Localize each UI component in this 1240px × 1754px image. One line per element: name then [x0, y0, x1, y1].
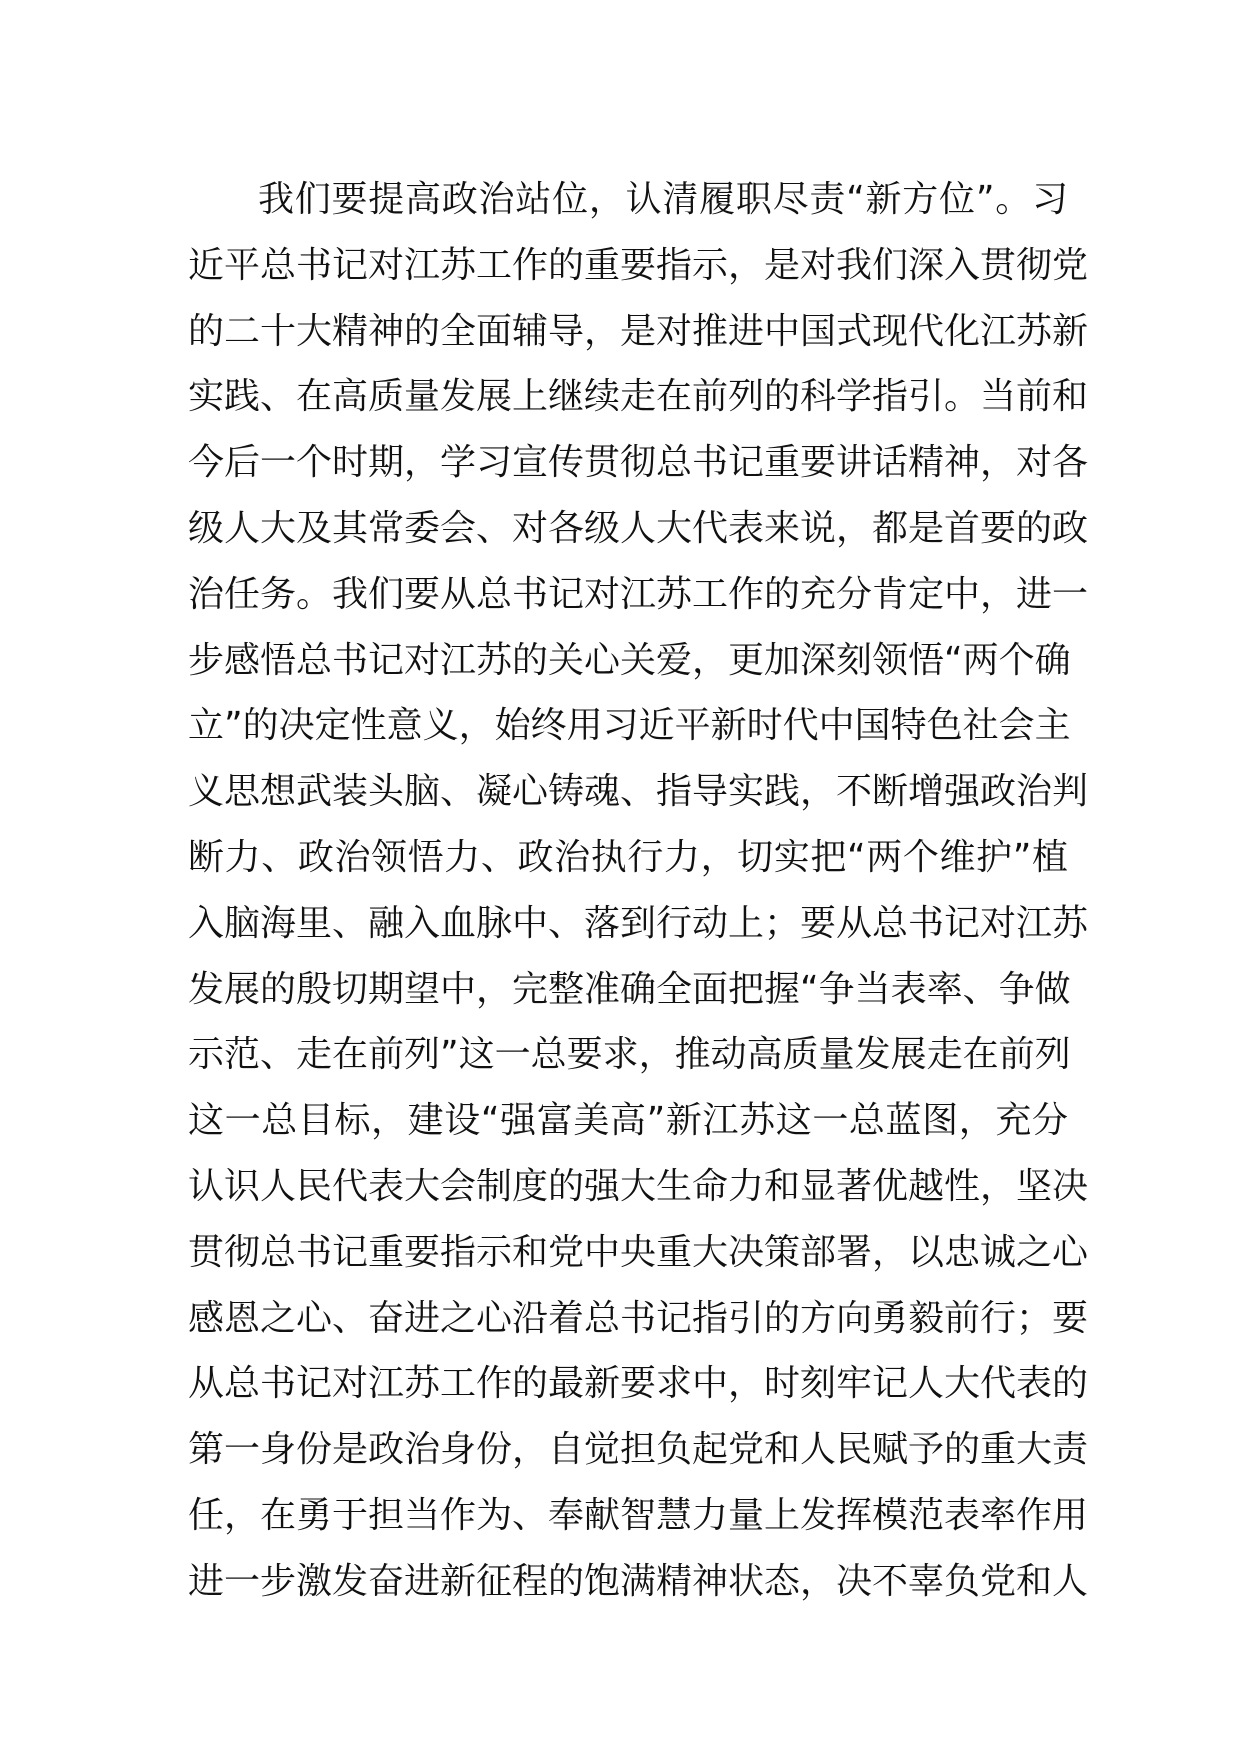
body-paragraph: [188, 167, 1089, 1615]
paragraph-line: 发展的殷切期望中，完整准确全面把握“争当表率、争做: [188, 968, 1071, 1010]
paragraph-line: 认识人民代表大会制度的强大生命力和显著优越性，坚决: [188, 1165, 1089, 1207]
paragraph-line: 治任务。我们要从总书记对江苏工作的充分肯定中，进一: [188, 573, 1089, 615]
paragraph-line: 从总书记对江苏工作的最新要求中，时刻牢记人大代表的: [188, 1363, 1089, 1405]
paragraph-line: 贯彻总书记重要指示和党中央重大决策部署，以忠诚之心: [188, 1231, 1089, 1273]
paragraph-line: 断力、政治领悟力、政治执行力，切实把“两个维护”植: [188, 836, 1068, 878]
paragraph-line: 入脑海里、融入血脉中、落到行动上；要从总书记对江苏: [188, 902, 1089, 944]
paragraph-line: 进一步激发奋进新征程的饱满精神状态，决不辜负党和人: [188, 1560, 1089, 1602]
paragraph-line: 近平总书记对江苏工作的重要指示，是对我们深入贯彻党: [188, 244, 1089, 286]
paragraph-line: 级人大及其常委会、对各级人大代表来说，都是首要的政: [188, 507, 1089, 549]
paragraph-line: 示范、走在前列”这一总要求，推动高质量发展走在前列: [188, 1034, 1071, 1076]
paragraph-line: 步感悟总书记对江苏的关心关爱，更加深刻领悟“两个确: [188, 639, 1071, 681]
paragraph-line: 这一总目标，建设“强富美高”新江苏这一总蓝图，充分: [188, 1100, 1068, 1142]
paragraph-line: 第一身份是政治身份，自觉担负起党和人民赋予的重大责: [188, 1429, 1089, 1471]
paragraph-line: 今后一个时期，学习宣传贯彻总书记重要讲话精神，对各: [188, 442, 1089, 484]
paragraph-line: 立”的决定性意义，始终用习近平新时代中国特色社会主: [188, 705, 1071, 747]
paragraph-line: 感恩之心、奋进之心沿着总书记指引的方向勇毅前行；要: [188, 1297, 1089, 1339]
paragraph-line: 实践、在高质量发展上继续走在前列的科学指引。当前和: [188, 376, 1089, 418]
paragraph-line: 的二十大精神的全面辅导，是对推进中国式现代化江苏新: [188, 310, 1089, 352]
paragraph-line: 任，在勇于担当作为、奉献智慧力量上发挥模范表率作用: [188, 1494, 1089, 1536]
paragraph-line: 我们要提高政治站位，认清履职尽责“新方位”。习: [258, 179, 1068, 220]
paragraph-line: 义思想武装头脑、凝心铸魂、指导实践，不断增强政治判: [188, 771, 1089, 813]
